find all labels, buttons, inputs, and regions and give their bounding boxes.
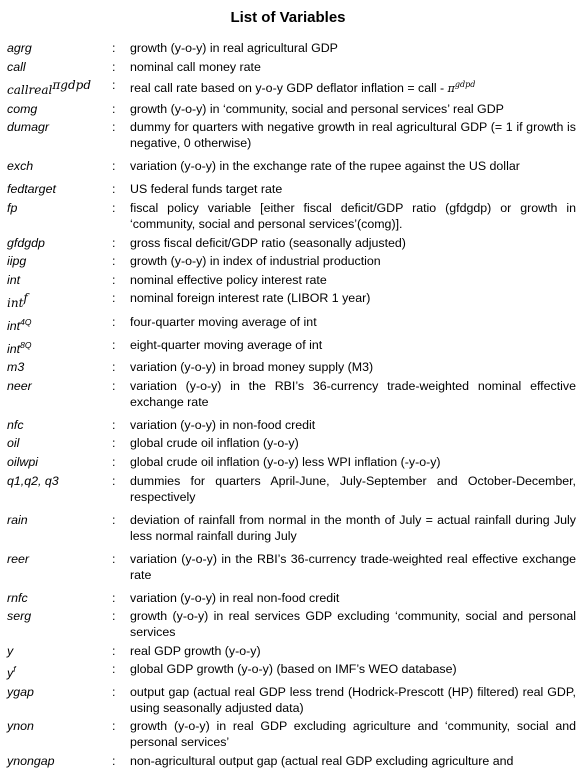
variable-name: rain [7,512,28,527]
variable-name: agrg [7,41,32,55]
variable-name: ygap [7,684,34,699]
variable-name: iipg [7,254,27,269]
pi-symbol: π [447,82,455,96]
variable-definition: growth (y-o-y) in ‘community, social and personal services’ real GDP [130,101,504,116]
separator-colon: : [112,417,116,432]
variable-name: fedtarget [7,182,56,197]
definition-superscript: gdpd [454,80,476,90]
separator-colon: : [112,337,116,352]
variable-row-int-4q [0,314,576,334]
variable-name: oilwpi [7,454,38,469]
separator-colon: : [112,314,116,329]
variable-row-int-8q [0,337,576,357]
separator-colon: : [112,78,116,93]
separator-colon: : [112,59,116,74]
variable-row-gfdgdp [0,235,576,251]
variable-definition [130,314,576,334]
variable-name: y [7,643,14,658]
variable-name: m3 [7,360,25,375]
variable-definition: variation (y-o-y) in broad money supply (M3) [130,360,374,375]
variable-row-call [0,59,576,75]
variable-row-fp [0,200,576,232]
variable-definition [130,77,576,98]
variable-row-ynongap [0,753,576,769]
variable-definition: US federal funds target rate [130,182,283,197]
variable-definition: dummy for quarters with negative growth in real agricultural GDP (= 1 if growth is negative, 0 otherwise) [130,120,576,151]
variable-row-ynon [0,718,576,750]
variable-definition: non-agricultural output gap (actual real GDP excluding agriculture and [130,754,514,769]
variable-definition: fiscal policy variable [either fiscal deficit/GDP ratio (gfdgdp) or growth in ‘community, social and personal services’(comg)]. [130,200,576,231]
separator-colon: : [112,378,116,393]
variable-row-nfc [0,417,576,433]
variable-name: dumagr [7,120,50,135]
variable-definition: variation (y-o-y) in the RBI’s 36-currency trade-weighted real effective exchange rate [130,551,576,582]
variable-row-oil [0,435,576,451]
variable-row-iipg [0,253,576,269]
variable-name: gfdgdp [7,235,45,250]
separator-colon: : [112,512,116,527]
variable-name: nfc [7,417,24,432]
variable-definition: nominal foreign interest rate (LIBOR 1 year) [130,291,371,306]
separator-colon: : [112,182,116,197]
separator-colon: : [112,719,116,734]
variable-row-serg [0,608,576,640]
variable-definition: nominal call money rate [130,59,261,74]
separator-colon: : [112,754,116,769]
variable-name: int [7,272,21,287]
separator-colon: : [112,291,116,306]
variable-definition: variation (y-o-y) in the exchange rate of the rupee against the US dollar [130,159,520,174]
variable-definition: global crude oil inflation (y-o-y) [130,436,299,451]
variable-definition: global GDP growth (y-o-y) (based on IMF’s WEO database) [130,662,457,677]
variable-definition: output gap (actual real GDP less trend (Hodrick-Prescott (HP) filtered) real GDP, using seasonally adjusted data) [130,684,576,715]
variable-name-base: int [7,341,21,356]
variable-row-rain [0,512,576,544]
variable-name [0,290,112,311]
definition-text: four-quarter moving average of int [130,314,317,329]
separator-colon: : [112,41,116,55]
variable-name: neer [7,378,32,393]
separator-colon: : [112,159,116,174]
variable-row-fedtarget [0,181,576,197]
separator-colon: : [112,609,116,624]
separator-colon: : [112,120,116,135]
variable-row-m3 [0,359,576,375]
variable-definition: variation (y-o-y) in real non-food credit [130,590,340,605]
variable-definition: variation (y-o-y) in non-food credit [130,417,316,432]
variable-row-neer [0,378,576,410]
separator-colon: : [112,551,116,566]
variable-definition: dummies for quarters April-June, July-September and October-December, respectively [130,473,576,504]
variable-row-dumagr [0,119,576,151]
separator-colon: : [112,360,116,375]
variable-row-rnfc [0,590,576,606]
variable-name-base: int [7,296,24,311]
variable-row-int [0,272,576,288]
variable-row-callreal [0,77,576,98]
variable-definition: real GDP growth (y-o-y) [130,643,261,658]
variable-row-y-f [0,661,576,681]
separator-colon: : [112,235,116,250]
definition-text: real call rate based on y-o-y GDP deflator inflation = call - [130,81,448,96]
variable-definition: growth (y-o-y) in index of industrial production [130,254,381,269]
variable-row-y [0,643,576,659]
separator-colon: : [112,662,116,677]
variable-definition: growth (y-o-y) in real GDP excluding agriculture and ‘community, social and personal services’ [130,719,576,750]
variable-name-superscript: f [13,664,16,675]
variable-name: call [7,59,26,74]
variable-name [0,661,112,681]
variable-row-oilwpi [0,454,576,470]
variable-name: ynongap [7,754,55,769]
variable-row-exch [0,158,576,174]
variable-definition: gross fiscal deficit/GDP ratio (seasonally adjusted) [130,235,406,250]
variable-name: q1,q2, q3 [7,473,59,488]
variable-definition: global crude oil inflation (y-o-y) less WPI inflation (-y-o-y) [130,454,441,469]
variable-row-reer [0,551,576,583]
variable-name: fp [7,200,18,215]
separator-colon: : [112,254,116,269]
separator-colon: : [112,200,116,215]
separator-colon: : [112,590,116,605]
variable-name-base: callreal [7,83,53,98]
separator-colon: : [112,684,116,699]
variable-row-quarter-dummies [0,473,576,505]
variable-list [0,40,576,772]
page-title: List of Variables [230,9,346,26]
variable-definition: eight-quarter moving average of int [130,337,323,352]
variable-row-agrg [0,40,576,56]
variable-name: serg [7,609,32,624]
variable-name: exch [7,159,34,174]
variable-name-superscript: 4Q [20,316,32,327]
variable-definition: deviation of rainfall from normal in the month of July = actual rainfall during July less normal rainfall during July [130,512,576,543]
variable-name-superscript: 8Q [20,339,32,350]
variable-name-superscript: f [23,291,28,306]
variable-definition: growth (y-o-y) in real services GDP excluding ‘community, social and personal services [130,609,576,640]
variable-row-ygap [0,684,576,716]
variable-name [0,314,112,334]
variable-name-superscript: πgdpd [52,78,92,93]
variable-name: comg [7,101,38,116]
variable-definition: variation (y-o-y) in the RBI’s 36-currency trade-weighted nominal effective exchange rate [130,378,576,409]
variable-row-comg [0,101,576,117]
variable-name-base: y [7,666,14,681]
variable-name-base: int [7,318,21,333]
separator-colon: : [112,643,116,658]
separator-colon: : [112,101,116,116]
variable-name: oil [7,436,20,451]
variable-name [0,77,112,98]
separator-colon: : [112,272,116,287]
variable-name: reer [7,551,30,566]
variable-name [0,337,112,357]
separator-colon: : [112,473,116,488]
variable-definition: nominal effective policy interest rate [130,272,327,287]
variable-definition: growth (y-o-y) in real agricultural GDP [130,41,338,55]
separator-colon: : [112,454,116,469]
variable-row-int-f [0,290,576,311]
variable-name: rnfc [7,590,28,605]
variable-name: ynon [7,719,34,734]
separator-colon: : [112,436,116,451]
